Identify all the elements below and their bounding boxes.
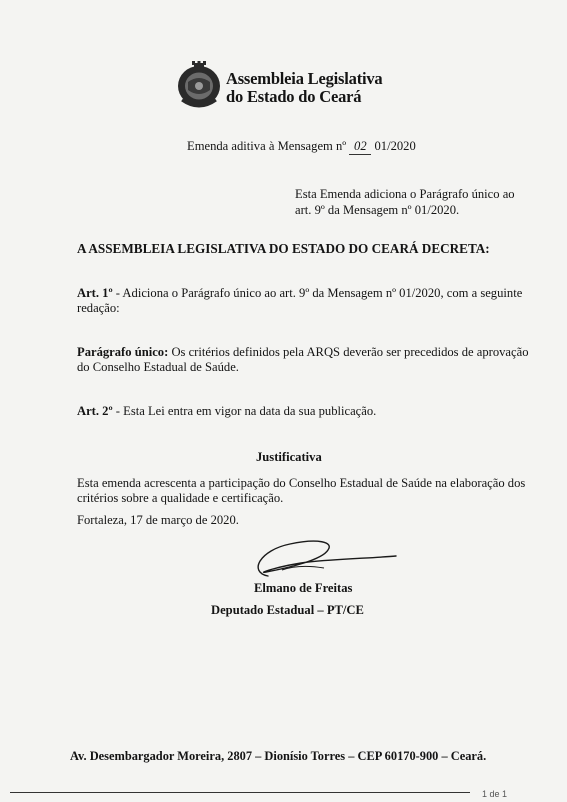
art1-label: Art. 1º [77, 286, 113, 300]
decreta-heading: A ASSEMBLEIA LEGISLATIVA DO ESTADO DO CEARÁ DECRETA: [77, 241, 490, 256]
justificativa-line-2: critérios sobre a qualidade e certificação. [77, 491, 284, 505]
organization-name [226, 70, 382, 106]
ementa [295, 186, 515, 218]
org-line-2: do Estado do Ceará [226, 87, 362, 106]
ementa-line-1: Esta Emenda adiciona o Parágrafo único ao [295, 187, 515, 201]
paragrafo-text-1: Os critérios definidos pela ARQS deverão ser precedidos de aprovação [168, 345, 529, 359]
signer-role: Deputado Estadual – PT/CE [211, 603, 364, 617]
place-date: Fortaleza, 17 de março de 2020. [77, 513, 239, 527]
title-prefix: Emenda aditiva à Mensagem nº [187, 139, 350, 153]
justificativa-heading: Justificativa [256, 450, 322, 464]
art2-paragraph [77, 404, 376, 419]
emenda-number: 02 [349, 139, 371, 155]
org-line-1: Assembleia Legislativa [226, 69, 383, 88]
paragrafo-label: Parágrafo único: [77, 345, 169, 359]
art1-text-1: - Adiciona o Parágrafo único ao art. 9º da Mensagem nº 01/2020, com a seguinte [112, 286, 523, 300]
signer-name: Elmano de Freitas [254, 581, 353, 595]
footer-rule [10, 792, 470, 793]
handwritten-signature [238, 532, 398, 588]
page-number: 1 de 1 [482, 789, 508, 799]
title-suffix: 01/2020 [371, 139, 416, 153]
state-seal-icon [176, 60, 222, 108]
art1-paragraph [77, 286, 522, 316]
justificativa-line-1: Esta emenda acrescenta a participação do Conselho Estadual de Saúde na elaboração dos [77, 476, 526, 490]
art2-text: - Esta Lei entra em vigor na data da sua publicação. [112, 404, 377, 418]
footer-address: Av. Desembargador Moreira, 2807 – Dionísio Torres – CEP 60170-900 – Ceará. [70, 749, 487, 763]
paragrafo-unico [77, 345, 529, 375]
ementa-line-2: art. 9º da Mensagem nº 01/2020. [295, 203, 460, 217]
document-title [187, 139, 416, 155]
paragrafo-text-2: do Conselho Estadual de Saúde. [77, 360, 239, 374]
art1-text-2: redação: [77, 301, 120, 315]
art2-label: Art. 2º [77, 404, 113, 418]
justificativa-text [77, 476, 525, 506]
